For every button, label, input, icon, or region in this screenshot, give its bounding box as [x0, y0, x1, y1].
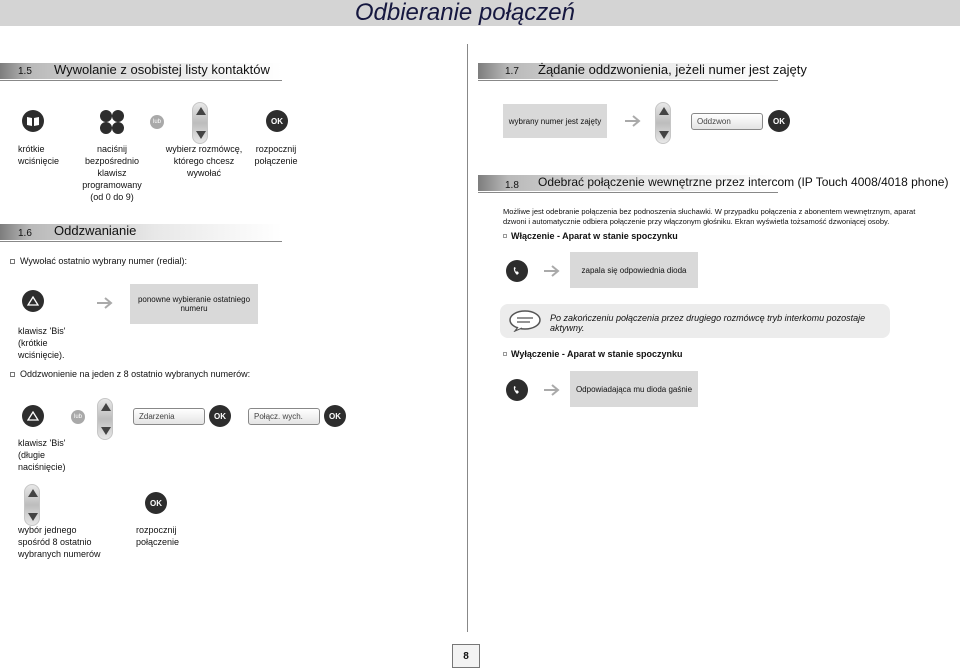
speech-bubble-icon	[508, 310, 542, 332]
caption-programmable-key: naciśnij bezpośrednio klawisz programowany (od 0 do 9)	[82, 144, 142, 202]
callback-instruction: Oddzwonienie na jeden z 8 ostatnio wybranych numerów:	[20, 369, 251, 379]
or-separator: lub	[71, 410, 85, 424]
down-arrow-icon	[101, 427, 111, 435]
bullet-marker	[503, 352, 507, 356]
page-number: 8	[452, 644, 480, 668]
section-underline	[0, 241, 282, 242]
section-title: Odebrać połączenie wewnętrzne przez intercom (IP Touch 4008/4018 phone)	[538, 175, 949, 189]
phone-handset-icon	[512, 385, 522, 395]
section-underline	[478, 192, 778, 193]
bullet-marker	[10, 372, 15, 377]
down-arrow-icon	[659, 131, 669, 139]
busy-number-box: wybrany numer jest zajęty	[503, 104, 607, 138]
ok-button[interactable]: OK	[266, 110, 288, 132]
ok-button[interactable]: OK	[768, 110, 790, 132]
caption-start-call: rozpocznij połączenie	[136, 525, 180, 547]
section-title: Wywolanie z osobistej listy kontaktów	[54, 62, 270, 77]
navigator-updown[interactable]	[97, 398, 113, 440]
section-bar-1-6	[0, 224, 282, 240]
caption-bis-short: klawisz 'Bis' (krótkie wciśnięcie).	[18, 326, 66, 360]
up-arrow-icon	[101, 403, 111, 411]
led-off-box: Odpowiadająca mu dioda gaśnie	[570, 371, 698, 407]
caption-start-call: rozpocznij połączenie	[254, 144, 298, 166]
programmable-keys-icon[interactable]	[97, 108, 127, 136]
redial-button[interactable]	[22, 405, 44, 427]
disable-label: Wyłączenie - Aparat w stanie spoczynku	[511, 349, 683, 359]
arrow-right-icon	[544, 265, 560, 277]
section-number: 1.5	[18, 66, 32, 77]
navigator-updown[interactable]	[192, 102, 208, 144]
ok-button[interactable]: OK	[209, 405, 231, 427]
caption-bis-long: klawisz 'Bis' (długie naciśnięcie)	[18, 438, 66, 472]
bullet-marker	[503, 234, 507, 238]
ok-button[interactable]: OK	[145, 492, 167, 514]
or-separator: lub	[150, 115, 164, 129]
redial-icon	[27, 296, 39, 306]
arrow-right-icon	[625, 115, 641, 127]
info-note-text: Po zakończeniu połączenia przez drugiego rozmówcę tryb interkomu pozostaje aktywny.	[550, 313, 866, 333]
book-icon	[26, 116, 40, 127]
column-divider	[467, 44, 468, 632]
up-arrow-icon	[28, 489, 38, 497]
section-underline	[478, 80, 778, 81]
intercom-button[interactable]	[506, 379, 528, 401]
ok-button[interactable]: OK	[324, 405, 346, 427]
section-title: Oddzwanianie	[54, 223, 137, 238]
callback-softkey[interactable]: Oddzwon	[691, 113, 763, 130]
arrow-right-icon	[544, 384, 560, 396]
redial-instruction: Wywołać ostatnio wybrany numer (redial):	[20, 256, 187, 266]
section-number: 1.7	[505, 66, 519, 77]
navigator-updown[interactable]	[655, 102, 671, 144]
caption-select-contact: wybierz rozmówcę, którego chcesz wywołać	[165, 144, 243, 178]
section-number: 1.8	[505, 180, 519, 191]
contacts-book-button[interactable]	[22, 110, 44, 132]
down-arrow-icon	[28, 513, 38, 521]
phone-handset-icon	[512, 266, 522, 276]
redial-icon	[27, 411, 39, 421]
down-arrow-icon	[196, 131, 206, 139]
bullet-marker	[10, 259, 15, 264]
redial-button[interactable]	[22, 290, 44, 312]
caption-short-press: krótkie wciśnięcie	[18, 144, 60, 166]
intercom-description: Możliwe jest odebranie połączenia bez podnoszenia słuchawki. W przypadku połączenia z abonentem wewnętrznym, aparat dzwoni i automatycznie odbiera połączenie przy włączonym głośniku. Ekran wyświetla tożsamość dzwoniącej osoby.	[503, 207, 916, 226]
led-on-box: zapala się odpowiednia dioda	[570, 252, 698, 288]
enable-label: Włączenie - Aparat w stanie spoczynku	[511, 231, 678, 241]
intercom-button[interactable]	[506, 260, 528, 282]
arrow-right-icon	[97, 297, 113, 309]
section-title: Żądanie oddzwonienia, jeżeli numer jest zajęty	[538, 62, 807, 77]
caption-select-number: wybór jednego spośród 8 ostatnio wybranych numerów	[18, 525, 101, 559]
section-number: 1.6	[18, 228, 32, 239]
page-title: Odbieranie połączeń	[354, 0, 575, 26]
events-softkey[interactable]: Zdarzenia	[133, 408, 205, 425]
redial-description-box: ponowne wybieranie ostatniego numeru	[130, 284, 258, 324]
up-arrow-icon	[659, 107, 669, 115]
outgoing-calls-softkey[interactable]: Połącz. wych.	[248, 408, 320, 425]
up-arrow-icon	[196, 107, 206, 115]
section-underline	[0, 80, 282, 81]
page-title-bar	[0, 0, 960, 26]
navigator-updown[interactable]	[24, 484, 40, 526]
